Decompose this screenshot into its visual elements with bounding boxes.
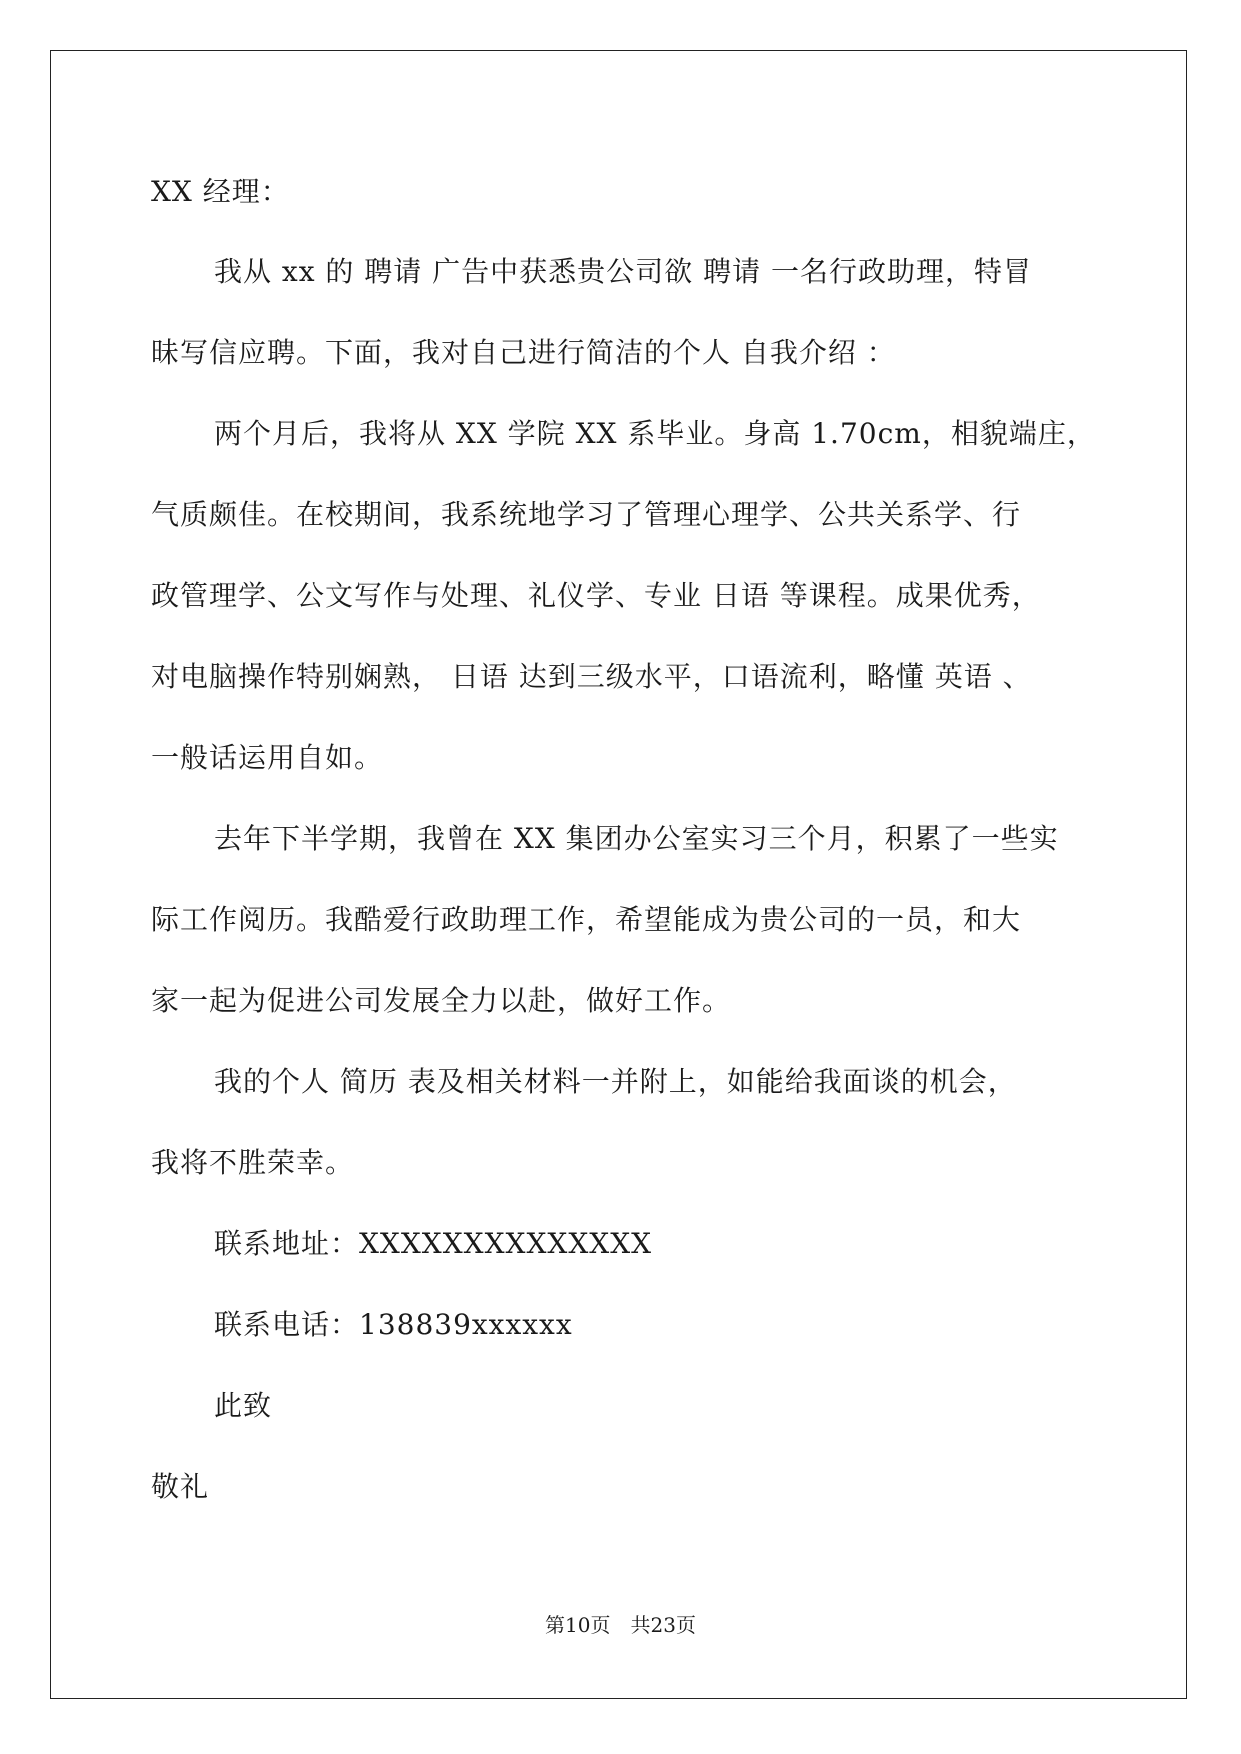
page-border [50, 50, 1187, 1699]
body-line-closing-2: 我将不胜荣幸。 [151, 1146, 355, 1179]
body-line-education-5: 一般话运用自如。 [151, 741, 384, 774]
body-line-closing-1: 我的个人 简历 表及相关材料一并附上，如能给我面谈的机会， [214, 1065, 1017, 1098]
body-line-education-4: 对电脑操作特别娴熟， 日语 达到三级水平，口语流利，略懂 英语 、 [151, 660, 1032, 693]
closing-cizhi: 此致 [214, 1389, 273, 1422]
body-line-education-2: 气质颇佳。在校期间，我系统地学习了管理心理学、公共关系学、行 [151, 498, 1022, 531]
body-line-experience-1: 去年下半学期，我曾在 XX 集团办公室实习三个月，积累了一些实 [214, 822, 1059, 855]
contact-address: 联系地址：XXXXXXXXXXXXXX [214, 1227, 653, 1260]
body-line-education-3: 政管理学、公文写作与处理、礼仪学、专业 日语 等课程。成果优秀， [151, 579, 1041, 612]
contact-phone: 联系电话：138839xxxxxx [214, 1308, 573, 1341]
body-line-education-1: 两个月后，我将从 XX 学院 XX 系毕业。身高 1.70cm，相貌端庄， [214, 417, 1096, 450]
salutation: XX 经理： [151, 175, 290, 208]
body-line-intro-1: 我从 xx 的 聘请 广告中获悉贵公司欲 聘请 一名行政助理，特冒 [214, 255, 1032, 288]
body-line-intro-2: 昧写信应聘。下面，我对自己进行简洁的个人 自我介绍 ： [151, 336, 896, 369]
body-line-experience-3: 家一起为促进公司发展全力以赴，做好工作。 [151, 984, 732, 1017]
body-line-experience-2: 际工作阅历。我酷爱行政助理工作，希望能成为贵公司的一员，和大 [151, 903, 1022, 936]
page-number-footer: 第10页 共23页 [545, 1613, 696, 1637]
closing-jingli: 敬礼 [151, 1470, 210, 1503]
